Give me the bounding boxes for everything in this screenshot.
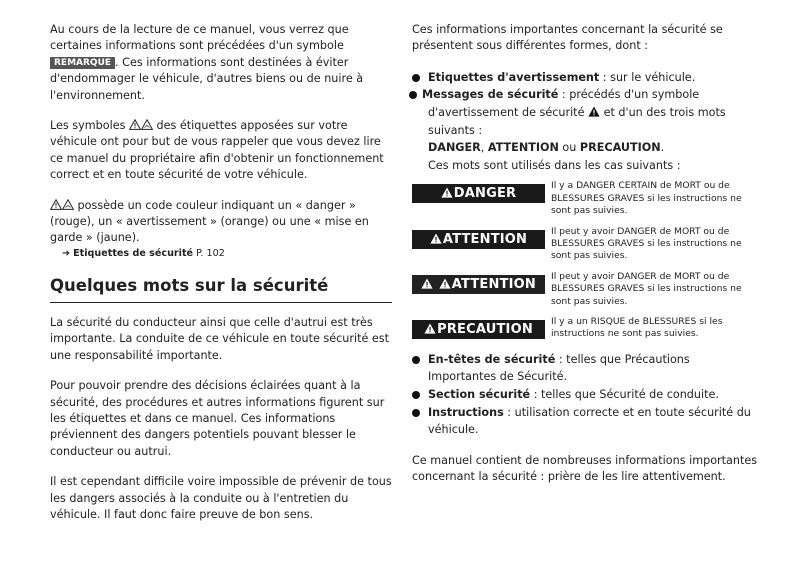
warning-triangle-icon [588, 106, 600, 117]
danger-signal-label: DANGER [412, 184, 545, 203]
precaution-signal-label: PRECAUTION [412, 320, 545, 339]
symbols-paragraph: Les symboles des étiquettes apposées sur votre véhicule ont pour but de vous rappeler que vous devez lire ce manuel du propriétaire afin d'obtenir un fonctionnement correct et en toute sécurité de votre véhicule. [50, 119, 384, 182]
book-warning-triangle-icon [141, 119, 153, 130]
arrow-ref-icon: ➔ [62, 247, 71, 259]
signal-precaution-row [412, 316, 760, 341]
precaution-signal-text: Il y a un RISQUE de BLESSURES si les instructions ne sont pas suivies. [551, 316, 723, 340]
attention-dual-signal-label: ATTENTION [412, 275, 545, 294]
list-item: Messages de sécurité : précédés d'un symbole d'avertissement de sécurité et d'un des trois mots suivants : DANGER, ATTENTION ou PRECAUTION. Ces mots sont utilisés dans les cas suivants : [412, 86, 760, 174]
warning-triangle-icon [430, 233, 442, 244]
warning-triangle-icon [441, 187, 453, 198]
attention-dual-signal-text: Il peut y avoir DANGER de MORT ou de BLESSURES GRAVES si les instructions ne sont pas suivies. [551, 270, 742, 307]
importance-paragraph: La sécurité du conducteur ainsi que celle d'autrui est très importante. La conduite de ce véhicule en toute sécurité est une responsabilité importante. [50, 315, 390, 362]
attention-signal-text: Il peut y avoir DANGER de MORT ou de BLESSURES GRAVES si les instructions ne sont pas suivies. [551, 225, 742, 262]
common-sense-paragraph: Il est cependant difficile voire impossible de prévenir de tous les dangers associés à la conduite ou à l'entretien du véhicule. Il faut donc faire preuve de bon sens. [50, 475, 392, 521]
bullet-icon [409, 91, 417, 99]
warning-triangle-icon [421, 278, 433, 289]
signal-attention-dual-row [412, 270, 760, 308]
list-item: En-têtes de sécurité : telles que Précautions Importantes de Sécurité. [412, 351, 760, 386]
remarque-badge: REMARQUE [50, 57, 115, 69]
forms-intro: Ces informations importantes concernant la sécurité se présentent sous différentes formes, dont : [412, 23, 723, 53]
signal-attention-row [412, 225, 760, 263]
left-column [50, 22, 392, 523]
reference-label: Etiquettes de sécurité [73, 247, 194, 259]
signal-danger-row [412, 180, 760, 217]
section-heading: Quelques mots sur la sécurité [50, 275, 392, 303]
safety-labels-reference-link[interactable] [62, 247, 392, 261]
right-column [412, 22, 760, 486]
safety-sources-list [412, 351, 760, 439]
list-item: Instructions : utilisation correcte et en toute sécurité du véhicule. [412, 404, 760, 439]
bullet-icon [412, 391, 420, 399]
warning-triangle-icon [424, 323, 436, 334]
decisions-paragraph: Pour pouvoir prendre des décisions éclairées quant à la sécurité, des procédures et autres informations figurent sur les étiquettes et dans ce manuel. Ces informations préviennent des dangers potentiels pouvant blesser le conducteur ou autrui. [50, 379, 385, 458]
info-forms-list [412, 69, 760, 175]
danger-signal-text: Il y a DANGER CERTAIN de MORT ou de BLESSURES GRAVES si les instructions ne sont pas suivies. [551, 180, 742, 217]
warning-triangle-icon [439, 278, 451, 289]
closing-paragraph: Ce manuel contient de nombreuses informations importantes concernant la sécurité : prière de les lire attentivement. [412, 453, 758, 484]
bullet-icon [412, 409, 420, 417]
warning-triangle-icon [129, 119, 141, 130]
list-item: Etiquettes d'avertissement : sur le véhicule. [412, 69, 760, 87]
bullet-icon [412, 74, 420, 82]
remarque-paragraph: Au cours de la lecture de ce manuel, vous verrez que certaines informations sont précédées d'un symbole REMARQUE . Ces informations sont destinées à éviter d'endommager le véhicule, d'autres biens ou de nuire à l'environnement. [50, 23, 364, 102]
warning-triangle-icon [50, 199, 62, 210]
color-code-paragraph: possède un code couleur indiquant un « danger » (rouge), un « avertissement » (orange) ou une « mise en garde » (jaune). [50, 198, 369, 245]
reference-page: P. 102 [196, 247, 225, 259]
attention-signal-label: ATTENTION [412, 230, 545, 249]
book-warning-triangle-icon [62, 199, 74, 210]
bullet-icon [412, 356, 420, 364]
list-item: Section sécurité : telles que Sécurité de conduite. [412, 386, 760, 404]
